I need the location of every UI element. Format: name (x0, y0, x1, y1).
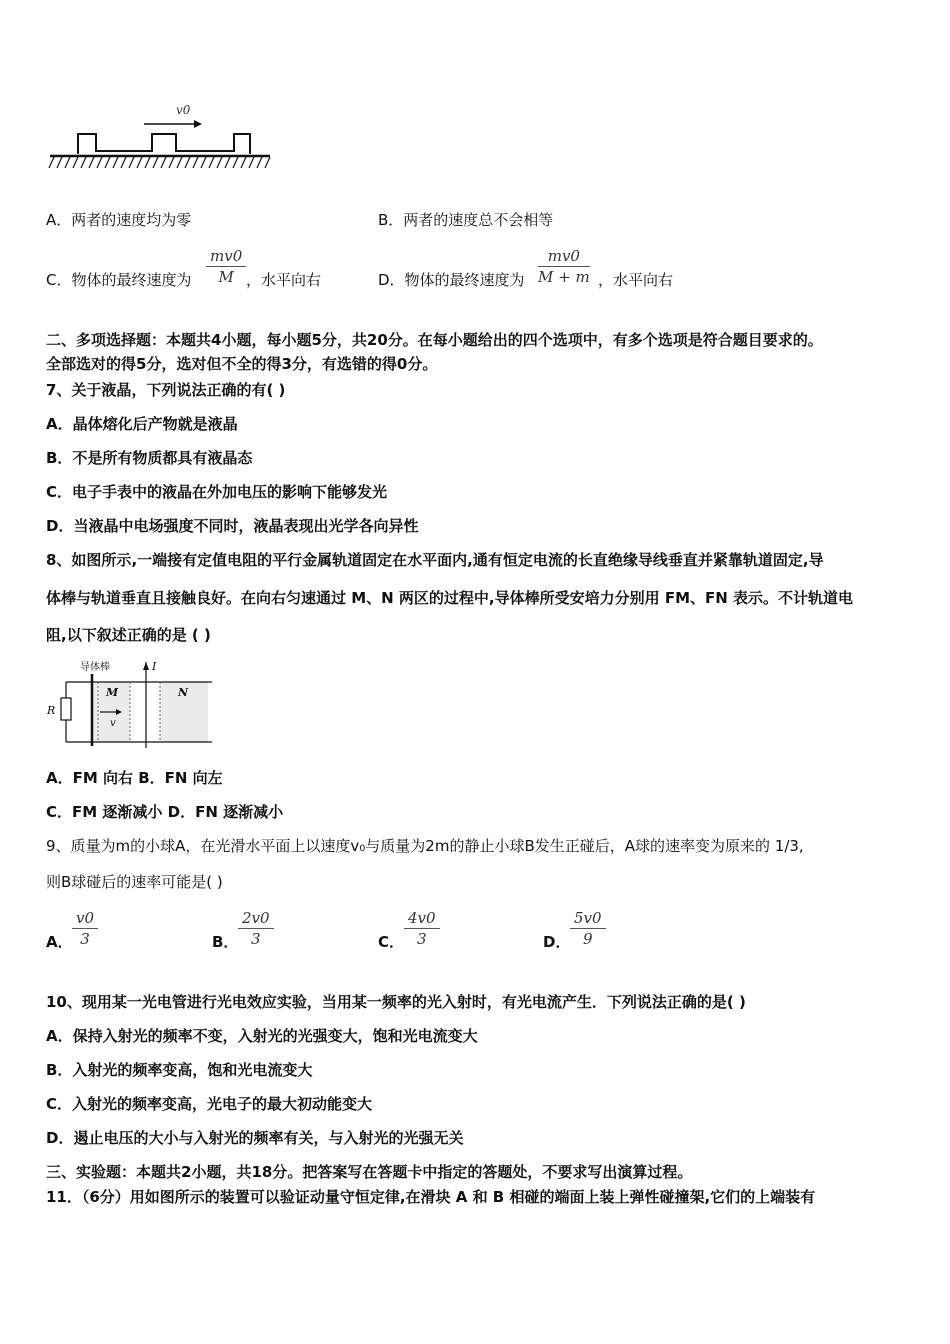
section2-heading-line1: 二、多项选择题：本题共4小题，每小题5分，共20分。在每小题给出的四个选项中，有多个选项是符合题目要求的。 (46, 331, 823, 349)
q9-option-b-fraction (238, 908, 274, 949)
resistor (61, 698, 71, 720)
q6-option-d-prefix: D．物体的最终速度为 (378, 271, 525, 289)
q6-option-b: B．两者的速度总不会相等 (378, 211, 554, 229)
q9-option-c-fraction (404, 908, 440, 949)
q9-option-c-label: C． (378, 933, 405, 951)
q7-option-d: D．当液晶中电场强度不同时，液晶表现出光学各向异性 (46, 517, 419, 535)
velocity-label: v (110, 718, 116, 729)
board-outline (78, 134, 250, 154)
q11-stem-line1: 11．（6分）用如图所示的装置可以验证动量守恒定律,在滑块 A 和 B 相碰的端面上装上弹性碰撞架,它们的上端装有 (46, 1188, 816, 1206)
q10-option-d: D．遏止电压的大小与入射光的频率有关，与入射光的光强无关 (46, 1129, 464, 1147)
q7-stem: 7、关于液晶，下列说法正确的有( ) (46, 381, 286, 399)
current-arrow-icon (143, 662, 149, 670)
rail-circuit-figure (44, 656, 216, 750)
q6-option-d-suffix: ，水平向右 (598, 271, 674, 289)
fraction-numerator: 5v0 (570, 908, 606, 929)
fraction-denominator: 3 (80, 930, 90, 948)
fraction-denominator: 3 (251, 930, 261, 948)
fraction-denominator: 3 (417, 930, 427, 948)
q8-stem-line1: 8、如图所示,一端接有定值电阻的平行金属轨道固定在水平面内,通有恒定电流的长直绝缘导线垂直并紧靠轨道固定,导 (46, 551, 824, 569)
fraction-numerator: 4v0 (404, 908, 440, 929)
q6-option-c-suffix: ，水平向右 (246, 271, 322, 289)
fraction-denominator: M + m (538, 268, 590, 286)
q6-option-a: A．两者的速度均为零 (46, 211, 192, 229)
q8-options-line2: C．FM 逐渐减小 D．FN 逐渐减小 (46, 803, 284, 821)
section2-heading-line2: 全部选对的得5分，选对但不全的得3分，有选错的得0分。 (46, 355, 438, 373)
fraction-numerator: mv0 (206, 246, 246, 267)
q8-options-line1: A．FM 向右 B．FN 向左 (46, 769, 223, 787)
q7-option-c: C．电子手表中的液晶在外加电压的影响下能够发光 (46, 483, 388, 501)
region-n-label: N (178, 686, 189, 699)
q6-option-c-fraction (206, 246, 246, 287)
q8-stem-line3: 阻,以下叙述正确的是 ( ) (46, 626, 211, 644)
q10-option-c: C．入射光的频率变高，光电子的最大初动能变大 (46, 1095, 373, 1113)
q9-stem-line2: 则B球碰后的速率可能是( ) (46, 873, 223, 891)
region-m-label: M (106, 686, 119, 699)
resistor-label: R (47, 704, 56, 717)
q9-stem-line1: 9、质量为m的小球A，在光滑水平面上以速度v₀与质量为2m的静止小球B发生正碰后，A球的速率变为原来的 1/3, (46, 837, 804, 855)
q9-option-d-label: D． (543, 933, 571, 951)
fraction-denominator: 9 (583, 930, 593, 948)
q9-option-a-label: A． (46, 933, 73, 951)
v0-label: v0 (176, 103, 191, 117)
section3-heading: 三、实验题：本题共2小题，共18分。把答案写在答题卡中指定的答题处，不要求写出演算过程。 (46, 1163, 693, 1181)
v0-arrow (144, 120, 202, 128)
q9-option-a-fraction (72, 908, 98, 949)
q10-option-b: B．入射光的频率变高，饱和光电流变大 (46, 1061, 313, 1079)
fraction-numerator: 2v0 (238, 908, 274, 929)
q7-option-a: A．晶体熔化后产物就是液晶 (46, 415, 238, 433)
fraction-denominator: M (218, 268, 234, 286)
q6-option-c-prefix: C．物体的最终速度为 (46, 271, 192, 289)
ground-hatch (49, 157, 270, 168)
q8-stem-line2: 体棒与轨道垂直且接触良好。在向右匀速通过 M、N 两区的过程中,导体棒所受安培力分别用 FM、FN 表示。不计轨道电 (46, 589, 854, 607)
fraction-numerator: v0 (72, 908, 98, 929)
q6-option-d-fraction (538, 246, 590, 287)
fraction-numerator: mv0 (538, 246, 590, 267)
q10-stem: 10、现用某一光电管进行光电效应实验，当用某一频率的光入射时，有光电流产生．下列说法正确的是( ) (46, 993, 746, 1011)
current-label: I (152, 660, 157, 673)
q7-option-b: B．不是所有物质都具有液晶态 (46, 449, 253, 467)
board-block-figure (48, 96, 278, 176)
rod-label: 导体棒 (80, 662, 110, 673)
q9-option-d-fraction (570, 908, 606, 949)
q10-option-a: A．保持入射光的频率不变，入射光的光强变大，饱和光电流变大 (46, 1027, 478, 1045)
q9-option-b-label: B． (212, 933, 239, 951)
